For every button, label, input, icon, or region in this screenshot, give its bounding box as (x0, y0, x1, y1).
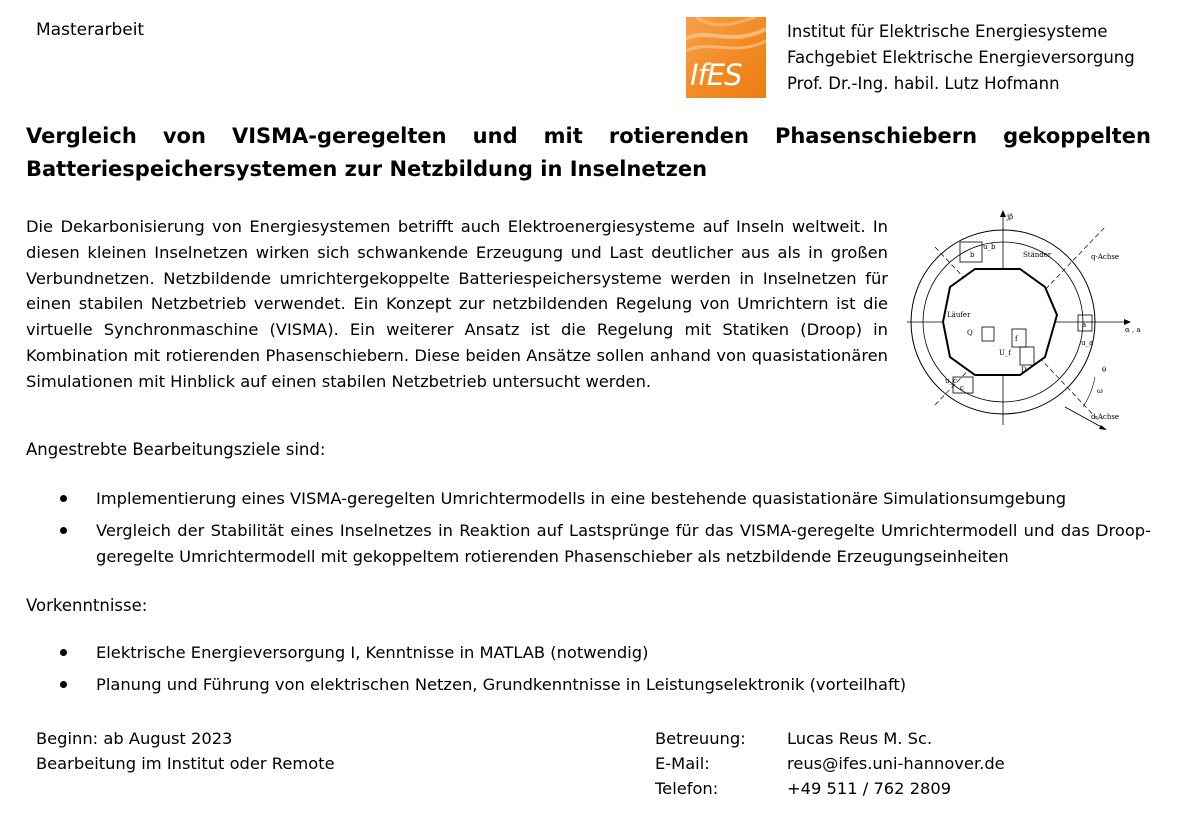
thesis-title (26, 120, 1151, 186)
bullet-icon (60, 649, 67, 656)
goal-text: Vergleich der Stabilität eines Inselnetzes in Reaktion auf Lastsprünge für das VISMA-geregelte Umrichtermodell und das Droop-geregelte Umrichtermodell mit gekoppeltem rotierenden Phasenschieber als netzbildende Erzeugungseinheiten (96, 521, 1151, 566)
label-alpha: α , a (1125, 326, 1141, 334)
label-staender: Ständer (1023, 251, 1052, 259)
footer-contact (655, 726, 1005, 801)
list-item (26, 672, 1151, 698)
label-beta: jβ (1007, 213, 1014, 221)
label-ua: u_a (1081, 339, 1094, 347)
label-laeufer: Läufer (947, 311, 971, 319)
ifes-logo (686, 17, 766, 98)
label-q-axis: q-Achse (1091, 253, 1120, 261)
prereq-list (26, 640, 1151, 704)
label-d-axis: d-Achse (1091, 413, 1120, 421)
list-item (26, 518, 1151, 570)
bullet-icon (60, 495, 67, 502)
goals-list (26, 486, 1151, 576)
supervision-label: Betreuung: (655, 729, 746, 748)
prereq-text: Elektrische Energieversorgung I, Kenntnisse in MATLAB (notwendig) (96, 643, 649, 662)
institute-line: Fachgebiet Elektrische Energieversorgung (787, 48, 1135, 67)
abstract-text: Die Dekarbonisierung von Energiesystemen betrifft auch Elektroenergiesysteme auf Inseln weltweit. In diesen kleinen Inselnetzen wirken sich schwankende Erzeugung und Last deutlicher aus als in großen Verbundnetzen. Netzbildende umrichtergekoppelte Batteriespeichersysteme werden in Inselnetzen für einen stabilen Netzbetrieb verwendet. Ein Konzept zur netzbildenden Regelung von Umrichtern ist die virtuelle Synchronmaschine (VISMA). Ein weiterer Ansatz ist die Regelung mit Statiken (Droop) in Kombination mit rotierenden Phasenschiebern. Diese beiden Ansätze sollen anhand von quasistationären Simulationen mit Hinblick auf einen stabilen Netzbetrieb untersucht werden. (26, 217, 888, 391)
email-label: E-Mail: (655, 754, 710, 773)
footer-left (36, 726, 335, 776)
start-date: Beginn: ab August 2023 (36, 729, 233, 748)
bullet-icon (60, 527, 67, 534)
label-Uf: U_f (999, 349, 1011, 357)
list-item (26, 486, 1151, 512)
prereq-text: Planung und Führung von elektrischen Netzen, Grundkenntnisse in Leistungselektronik (vorteilhaft) (96, 675, 907, 694)
title-line-1: Vergleich von VISMA-geregelten und mit rotierenden Phasenschiebern gekoppelten (26, 124, 1151, 148)
title-line-2: Batteriespeichersystemen zur Netzbildung in Inselnetzen (26, 157, 708, 181)
bullet-icon (60, 681, 67, 688)
document-type: Masterarbeit (36, 20, 145, 40)
supervision-value: Lucas Reus M. Sc. (787, 729, 933, 748)
label-omega: ω (1097, 387, 1103, 395)
label-a: a (1082, 321, 1087, 329)
label-D: D (1021, 366, 1027, 374)
label-f: f (1015, 335, 1018, 343)
goals-heading: Angestrebte Bearbeitungsziele sind: (26, 440, 326, 459)
label-b: b (970, 251, 975, 259)
label-ub: u_b (983, 243, 996, 251)
work-location: Bearbeitung im Institut oder Remote (36, 754, 335, 773)
label-uc: u_c (945, 377, 957, 385)
phone-value: +49 511 / 762 2809 (787, 779, 952, 798)
email-value[interactable]: reus@ifes.uni-hannover.de (787, 754, 1005, 773)
goal-text: Implementierung eines VISMA-geregelten Umrichtermodells in eine bestehende quasistationäre Simulationsumgebung (96, 489, 1067, 508)
list-item (26, 640, 1151, 666)
institute-block (787, 19, 1135, 97)
phone-label: Telefon: (655, 779, 719, 798)
logo-text: IfES (690, 58, 742, 92)
label-theta: θ (1102, 366, 1107, 374)
institute-line: Institut für Elektrische Energiesysteme (787, 22, 1108, 41)
label-Q: Q (967, 329, 973, 337)
prereq-heading: Vorkenntnisse: (26, 596, 148, 615)
synchronous-machine-diagram (905, 207, 1160, 439)
label-c: c (960, 384, 964, 392)
institute-line: Prof. Dr.-Ing. habil. Lutz Hofmann (787, 74, 1060, 93)
